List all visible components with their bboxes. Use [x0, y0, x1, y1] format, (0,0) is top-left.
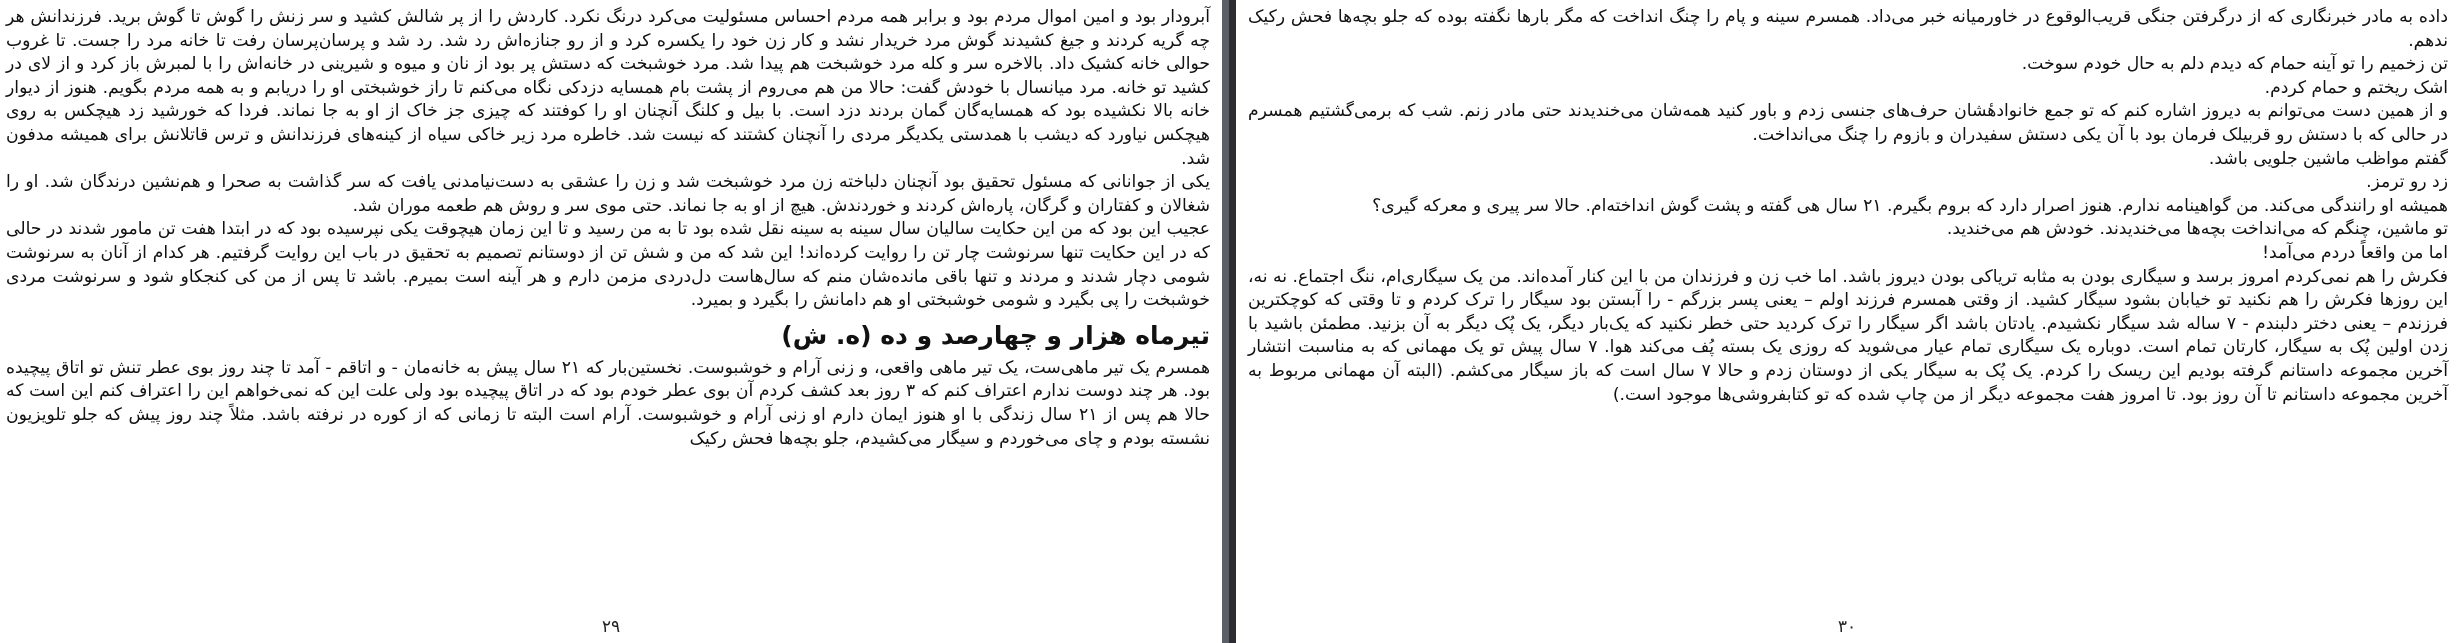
paragraph: عجیب این بود که من این حکایت سالیان سال سینه به سینه نقل شده بود تا به من رسید و تا این زمان هیچوقت یکی نپرسیده بود که در ابتدا هفت تن مامور شدند در حالی که در این حکایت تنها سرنوشت چار تن را روایت کرده‌اند! این شد که من و شش تن از دوستانم تصمیم به تحقیق در باب این روایت گرفتیم. هر کدام از آنان به سرنوشت شومی دچار شدند و مردند و تنها باقی مانده‌شان منم که سال‌هاست دل‌دردی مزمن دارم و هر آینه است بمیرم. باشد تا پس از من کی کنجکاو شود و سرنوشت مردی خوشبخت را پی بگیرد و شومی خوشبختی او هم دامانش را بگیرد و بمیرد.: [6, 219, 1210, 311]
paragraph: گفتم مواظب ماشین جلویی باشد.: [2208, 148, 2448, 169]
page-number: ۲۹: [601, 617, 621, 637]
paragraph: همیشه او رانندگی می‌کند. من گواهینامه ندارم. هنوز اصرار دارد که بروم بگیرم. ۲۱ سال هی گفته و پشت گوش انداخته‌ام. حالا سر پیری و معرکه گیری؟: [1372, 195, 2448, 216]
paragraph: همسرم یک تیر ماهی‌ست، یک تیر ماهی واقعی، و زنی آرام و خوشبوست. نخستین‌بار که ۲۱ سال پیش به خانه‌مان - و اتاقم - آمد تا چند روز بوی عطر تنش تو اتاق پیچیده بود. هر چند دوست ندارم اعتراف کنم که ۳ روز بعد کشف کردم آن بوی عطر خودم بود که در اتاق پیچیده بود ولی علت این که نمی‌خواهم این را اعتراف کنم این است که حالا هم پس از ۲۱ سال زندگی با او هنوز ایمان دارم او زنی آرام و خوشبوست. آرام است البته تا زمانی که از کوره در نرفته باشد. مثلاً چند روز پیش که جلو تلویزیون نشسته بودم و چای می‌خوردم و سیگار می‌کشیدم، جلو بچه‌ها فحش رکیک: [6, 357, 1211, 449]
page-30: [1236, 0, 2458, 643]
page-gutter: [1222, 0, 1229, 643]
paragraph: زد رو ترمز.: [2366, 172, 2448, 193]
paragraph: و از همین دست می‌توانم به دیروز اشاره کنم که تو جمع خانوادهٔشان حرف‌های جنسی زدم و باور کنید همه‌شان می‌خندیدند حتی مادر زنم. شب که برمی‌گشتیم همسرم در حالی که با دستش رو قربیلک فرمان بود با آن یکی دستش سفیدران و بازوم را چنگ می‌انداخت.: [1248, 101, 2448, 145]
page-number: ۳۰: [1837, 617, 1857, 637]
chapter-heading: تیرماه هزار و چهارصد و ده (ه. ش): [781, 320, 1210, 350]
page-29: [0, 0, 1222, 643]
paragraph: فکرش را هم نمی‌کردم امروز برسد و سیگاری بودن به مثابه تریاکی بودن دیروز باشد. اما خب زن و فرزندان من با این کنار آمده‌اند. من یک سیگاری‌ام، ننگ اجتماع. نه نه، این روزها فکرش را هم نکنید تو خیابان بشود سیگار کشید. از وقتی همسرم فرزند اولم – یعنی پسر بزرگم - را آبستن بود سیگار را ترک کردم و تا وقتی که کوچکترین فرزندم – یعنی دختر دلبندم - ۷ ساله شد سیگار نکشیدم. یادتان باشد اگر سیگار را ترک کردید حتی خطر نکنید که یک‌بار دیگر، یک پُک دیگر به آن بزنید. مطمئن باشید با زدن اولین پُک به سیگار، کارتان تمام است. دوباره یک سیگاری تمام عیار می‌شوید که روزی یک بسته پُف می‌کند هوا. ۷ سال پیش تو یک مهمانی که به مناسبت انتشار آخرین مجموعه داستانم گرفته بودیم این ریسک را کردم. یک پُک به سیگار یکی از دوستان زدم و حالا ۷ سال است که باز سیگار می‌کشم. (البته آن مهمانی مربوط به آخرین مجموعه داستانم تا آن روز بود. تا امروز هفت مجموعه دیگر از من چاپ شده که تو کتابفروشی‌ها موجود است.): [1248, 266, 2449, 405]
paragraph: اما من واقعاً دردم می‌آمد!: [2262, 242, 2448, 263]
page-gutter-shadow: [1229, 0, 1236, 643]
paragraph: آبرودار بود و امین اموال مردم بود و برابر همه مردم احساس مسئولیت می‌کرد درنگ نکرد. کاردش را از پر شالش کشید و سر زنش را گوش تا گوش برید. فرزندانش هر چه گریه کردند و جیغ کشیدند گوش مرد خریدار نشد و کار زن خود را یکسره کرد و از رو جنازه‌اش رد شد. رد شد و پرسان‌پرسان رفت تا خانه مرد را جست. تا غروب حوالی خانه کشیک داد. بالاخره سر و کله مرد خوشبخت هم پیدا شد. مرد خوشبخت که دستش پر بود از نان و میوه و شیرینی در خانه‌اش را با لمبرش باز کرد و از لای در کشید تو خانه. مرد میانسال با خودش گفت: حالا من هم می‌روم از پشت بام همسایه دزدکی نگاه می‌کنم تا راز خوشبختی او را دریابم و به همه مردم بگویم. هنوز از دیوار خانه بالا نکشیده بود که همسایه‌گان گمان بردند دزد است. با بیل و کلنگ آنچنان او را کوفتند که چیزی جز خاک از او به جا نماند. فردا که خورشید زد هیچکس به روی هیچکس نیاورد که دیشب با همدستی یکدیگر مردی را آنچنان کشتند که نیست شد. خاطره مرد زیر خاکی سیاه از کینه‌های فرزندانش و ترس قاتلانش برای همیشه مدفون شد.: [6, 7, 1210, 169]
paragraph: تن زخمیم را تو آینه حمام که دیدم دلم به حال خودم سوخت.: [2021, 54, 2448, 75]
paragraph: یکی از جوانانی که مسئول تحقیق بود آنچنان دلباخته زن مرد خوشبخت شد و زن را عشقی به دست‌نیامدنی یافت که سر گذاشت به صحرا و هم‌نشین درندگان شد. او را شغالان و کفتاران و گرگان، پاره‌اش کردند و خوردندش. هیچ از او به جا نماند. حتی موی سر و روش هم طعمه موران شد.: [6, 172, 1210, 216]
paragraph: اشک ریختم و حمام کردم.: [2264, 77, 2448, 98]
paragraph: تو ماشین، چنگم که می‌انداخت بچه‌ها می‌خندیدند. خودش هم می‌خندید.: [1946, 219, 2448, 240]
paragraph: داده به مادر خبرنگاری که از درگرفتن جنگی قریب‌الوقوع در خاورمیانه خبر می‌داد. همسرم سینه و پام را چنگ انداخت که مگر بارها نگفته بوده که جلو بچه‌ها فحش رکیک ندهم.: [1248, 7, 2448, 51]
